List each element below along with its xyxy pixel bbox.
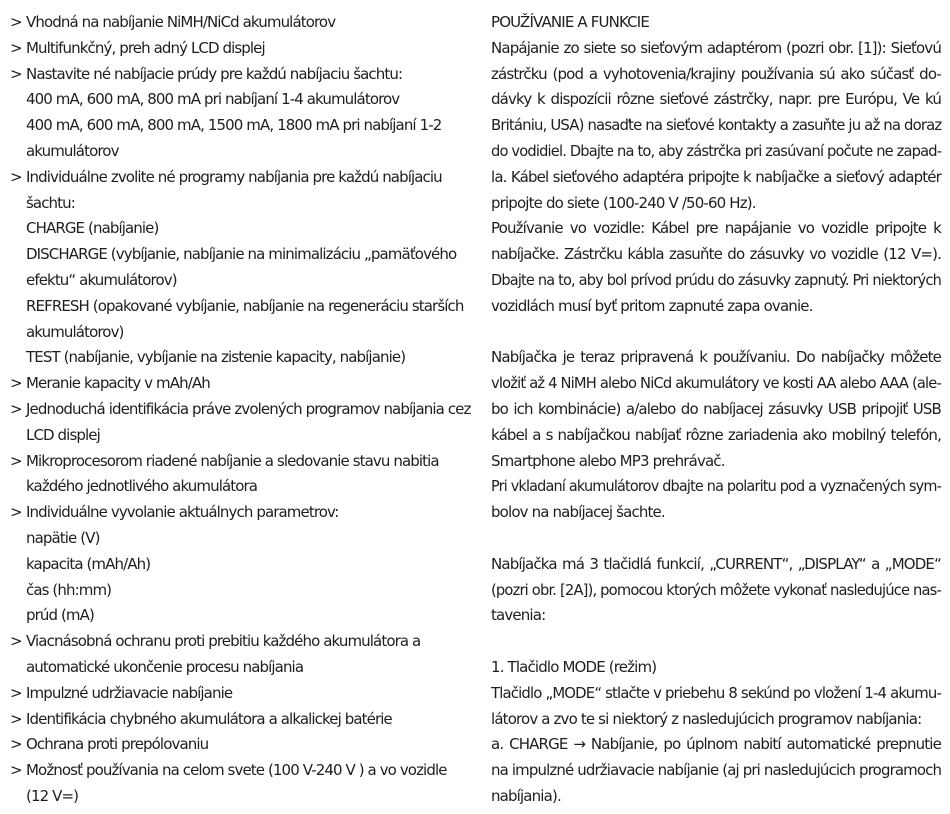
feature-continuation-line: [10, 191, 472, 217]
bullet-marker: >: [10, 735, 22, 754]
paragraph-line: (pozri obr. [2A]), pomocou ktorých môžete vykonať nasledujúce nas-: [491, 580, 941, 599]
feature-continuation-line: [10, 320, 472, 346]
feature-continuation-line: [10, 603, 472, 629]
paragraph-line: Nabíjačka má 3 tlačidlá funkcií, „CURRENT“, „DISPLAY“ a „MODE“: [491, 554, 941, 573]
feature-continuation-line: [10, 526, 472, 552]
paragraph-line: do vodidiel. Dbajte na to, aby zástrčka pri zasúvaní počute ne zapad-: [491, 141, 942, 160]
paragraph-line: Dbajte na to, aby bol prívod prúdu do zásuvky zapnutý. Pri niektorých: [491, 270, 941, 289]
feature-bullet-line: [10, 758, 472, 784]
paragraph-line: tavenia:: [491, 606, 546, 625]
feature-bullet-line: [10, 681, 472, 707]
feature-text: Vhodná na nabíjanie NiMH/NiCd akumulátorov: [26, 13, 336, 31]
feature-text: každého jednotlivého akumulátora: [26, 477, 258, 496]
paragraph-line: pripojte do siete (100-240 V /50-60 Hz).: [491, 193, 756, 212]
bullet-marker: >: [10, 761, 22, 780]
feature-text: Individuálne vyvolanie aktuálnych parametrov:: [26, 503, 339, 522]
feature-text: Mikroprocesorom riadené nabíjanie a sledovanie stavu nabitia: [26, 451, 439, 470]
paragraph-line: nabíjačke. Zástrčku kábla zasuňte do zásuvky vo vozidle (12 V=).: [491, 245, 941, 264]
feature-text: čas (hh:mm): [26, 580, 112, 599]
feature-continuation-line: [10, 474, 472, 500]
feature-text: (12 V=): [26, 786, 79, 805]
feature-text: Nastavite né nabíjacie prúdy pre každú nabíjaciu šachtu:: [26, 64, 403, 83]
feature-continuation-line: [10, 552, 472, 578]
feature-text: CHARGE (nabíjanie): [26, 219, 159, 238]
feature-text: Multifunkčný, preh adný LCD displej: [26, 38, 265, 57]
paragraph-line: vložiť až 4 NiMH alebo NiCd akumulátory ve kosti AA alebo AAA (ale-: [491, 374, 941, 393]
section-heading: POUŽÍVANIE A FUNKCIE: [491, 13, 649, 31]
feature-text: Viacnásobná ochranu proti prebitiu každého akumulátora a: [26, 632, 421, 651]
feature-bullet-line: [10, 707, 472, 733]
bullet-marker: >: [10, 38, 22, 57]
feature-list: [10, 10, 472, 810]
feature-text: Možnosť používania na celom svete (100 V-240 V ) a vo vozidle: [26, 761, 447, 780]
feature-bullet-line: [10, 397, 472, 423]
feature-text: Identifikácia chybného akumulátora a alkalickej batérie: [26, 709, 392, 728]
feature-bullet-line: [10, 500, 472, 526]
feature-bullet-line: [10, 732, 472, 758]
bullet-marker: >: [10, 632, 22, 651]
paragraph-line: [491, 526, 941, 552]
feature-text: šachtu:: [26, 193, 75, 212]
feature-continuation-line: [10, 423, 472, 449]
feature-text: REFRESH (opakované vybíjanie, nabíjanie na regeneráciu starších: [26, 296, 464, 315]
feature-text: DISCHARGE (vybíjanie, nabíjanie na minimalizáciu „pamäťového: [26, 245, 457, 264]
feature-text: efektu“ akumulátorov): [26, 270, 177, 289]
feature-bullet-line: [10, 449, 472, 475]
usage-section: [491, 10, 941, 810]
feature-continuation-line: [10, 216, 472, 242]
paragraph-line: Nabíjačka je teraz pripravená k používaniu. Do nabíjačky môžete: [491, 348, 941, 367]
paragraph-line: Britániu, USA) nasaďte na sieťové kontakty a zasuňte ju až na doraz: [491, 116, 942, 135]
bullet-marker: >: [10, 451, 22, 470]
feature-text: Impulzné udržiavacie nabíjanie: [26, 683, 233, 702]
feature-continuation-line: [10, 578, 472, 604]
feature-bullet-line: [10, 371, 472, 397]
bullet-marker: >: [10, 503, 22, 522]
feature-bullet-line: [10, 165, 472, 191]
paragraph-line: vozidlách musí byť pritom zapnuté zapa ovanie.: [491, 296, 813, 315]
feature-continuation-line: [10, 294, 472, 320]
paragraph-line: Používanie vo vozidle: Kábel pre napájanie vo vozidle pripojte k: [491, 219, 941, 238]
paragraph-line: Napájanie zo siete so sieťovým adaptérom (pozri obr. [1]): Sieťovú: [491, 38, 941, 57]
paragraph-line: [491, 629, 941, 655]
paragraph-line: bolov na nabíjacej šachte.: [491, 503, 665, 522]
feature-continuation-line: [10, 113, 472, 139]
paragraph-line: a. CHARGE → Nabíjanie, po úplnom nabití automatické prepnutie: [491, 735, 941, 754]
paragraph-line: 1. Tlačidlo MODE (režim): [491, 657, 657, 676]
paragraph-line: la. Kábel sieťového adaptéra pripojte k nabíjačke a sieťový adaptér: [491, 167, 941, 186]
feature-bullet-line: [10, 62, 472, 88]
bullet-marker: >: [10, 374, 22, 393]
paragraph-line: kábel a s nabíjačkou nabíjať rôzne zariadenia ako mobilný telefón,: [491, 425, 941, 444]
feature-bullet-line: [10, 36, 472, 62]
bullet-marker: >: [10, 167, 22, 186]
feature-text: Ochrana proti prepólovaniu: [26, 735, 209, 754]
paragraph-line: zástrčku (pod a vyhotovenia/krajiny používania sú ako súčasť do-: [491, 64, 941, 83]
feature-text: Meranie kapacity v mAh/Ah: [26, 374, 210, 393]
feature-text: TEST (nabíjanie, vybíjanie na zistenie kapacity, nabíjanie): [26, 348, 406, 367]
paragraph-line: bo ich kombinácie) a/alebo do nabíjacej zásuvky USB pripojiť USB: [491, 399, 941, 418]
paragraph-line: Smartphone alebo MP3 prehrávač.: [491, 451, 725, 470]
feature-continuation-line: [10, 784, 472, 810]
bullet-marker: >: [10, 64, 22, 83]
feature-text: kapacita (mAh/Ah): [26, 554, 151, 573]
feature-bullet-line: [10, 629, 472, 655]
bullet-marker: >: [10, 709, 22, 728]
feature-text: LCD displej: [26, 425, 100, 444]
paragraph-line: nabíjania).: [491, 786, 561, 805]
paragraph-line: Pri vkladaní akumulátorov dbajte na polaritu pod a vyznačených sym-: [491, 477, 941, 496]
feature-continuation-line: [10, 268, 472, 294]
bullet-marker: >: [10, 683, 22, 702]
feature-text: akumulátorov: [26, 141, 119, 160]
feature-text: 400 mA, 600 mA, 800 mA pri nabíjaní 1-4 akumulátorov: [26, 90, 400, 109]
bullet-marker: >: [10, 399, 22, 418]
paragraph-line: Tlačidlo „MODE“ stlačte v priebehu 8 sekúnd po vložení 1-4 akumu-: [491, 683, 941, 702]
feature-text: Individuálne zvolite né programy nabíjania pre každú nabíjaciu: [26, 167, 442, 186]
paragraph-line: na impulzné udržiavacie nabíjanie (aj pri nasledujúcich programoch: [491, 761, 942, 780]
bullet-marker: >: [10, 13, 22, 31]
feature-continuation-line: [10, 87, 472, 113]
feature-text: akumulátorov): [26, 322, 124, 341]
feature-text: napätie (V): [26, 528, 100, 547]
feature-text: prúd (mA): [26, 606, 94, 625]
feature-text: Jednoduchá identifikácia práve zvolených programov nabíjania cez: [26, 399, 471, 418]
feature-text: 400 mA, 600 mA, 800 mA, 1500 mA, 1800 mA pri nabíjaní 1-2: [26, 116, 442, 135]
feature-bullet-line: [10, 10, 472, 36]
paragraph-line: látorov a zvo te si niektorý z nasledujúcich programov nabíjania:: [491, 709, 922, 728]
paragraph-line: dávky k dispozícii rôzne sieťové zástrčky, napr. pre Európu, Ve kú: [491, 90, 941, 109]
feature-text: automatické ukončenie procesu nabíjania: [26, 657, 304, 676]
feature-continuation-line: [10, 655, 472, 681]
paragraph-line: [491, 320, 941, 346]
feature-continuation-line: [10, 242, 472, 268]
feature-continuation-line: [10, 139, 472, 165]
feature-continuation-line: [10, 345, 472, 371]
